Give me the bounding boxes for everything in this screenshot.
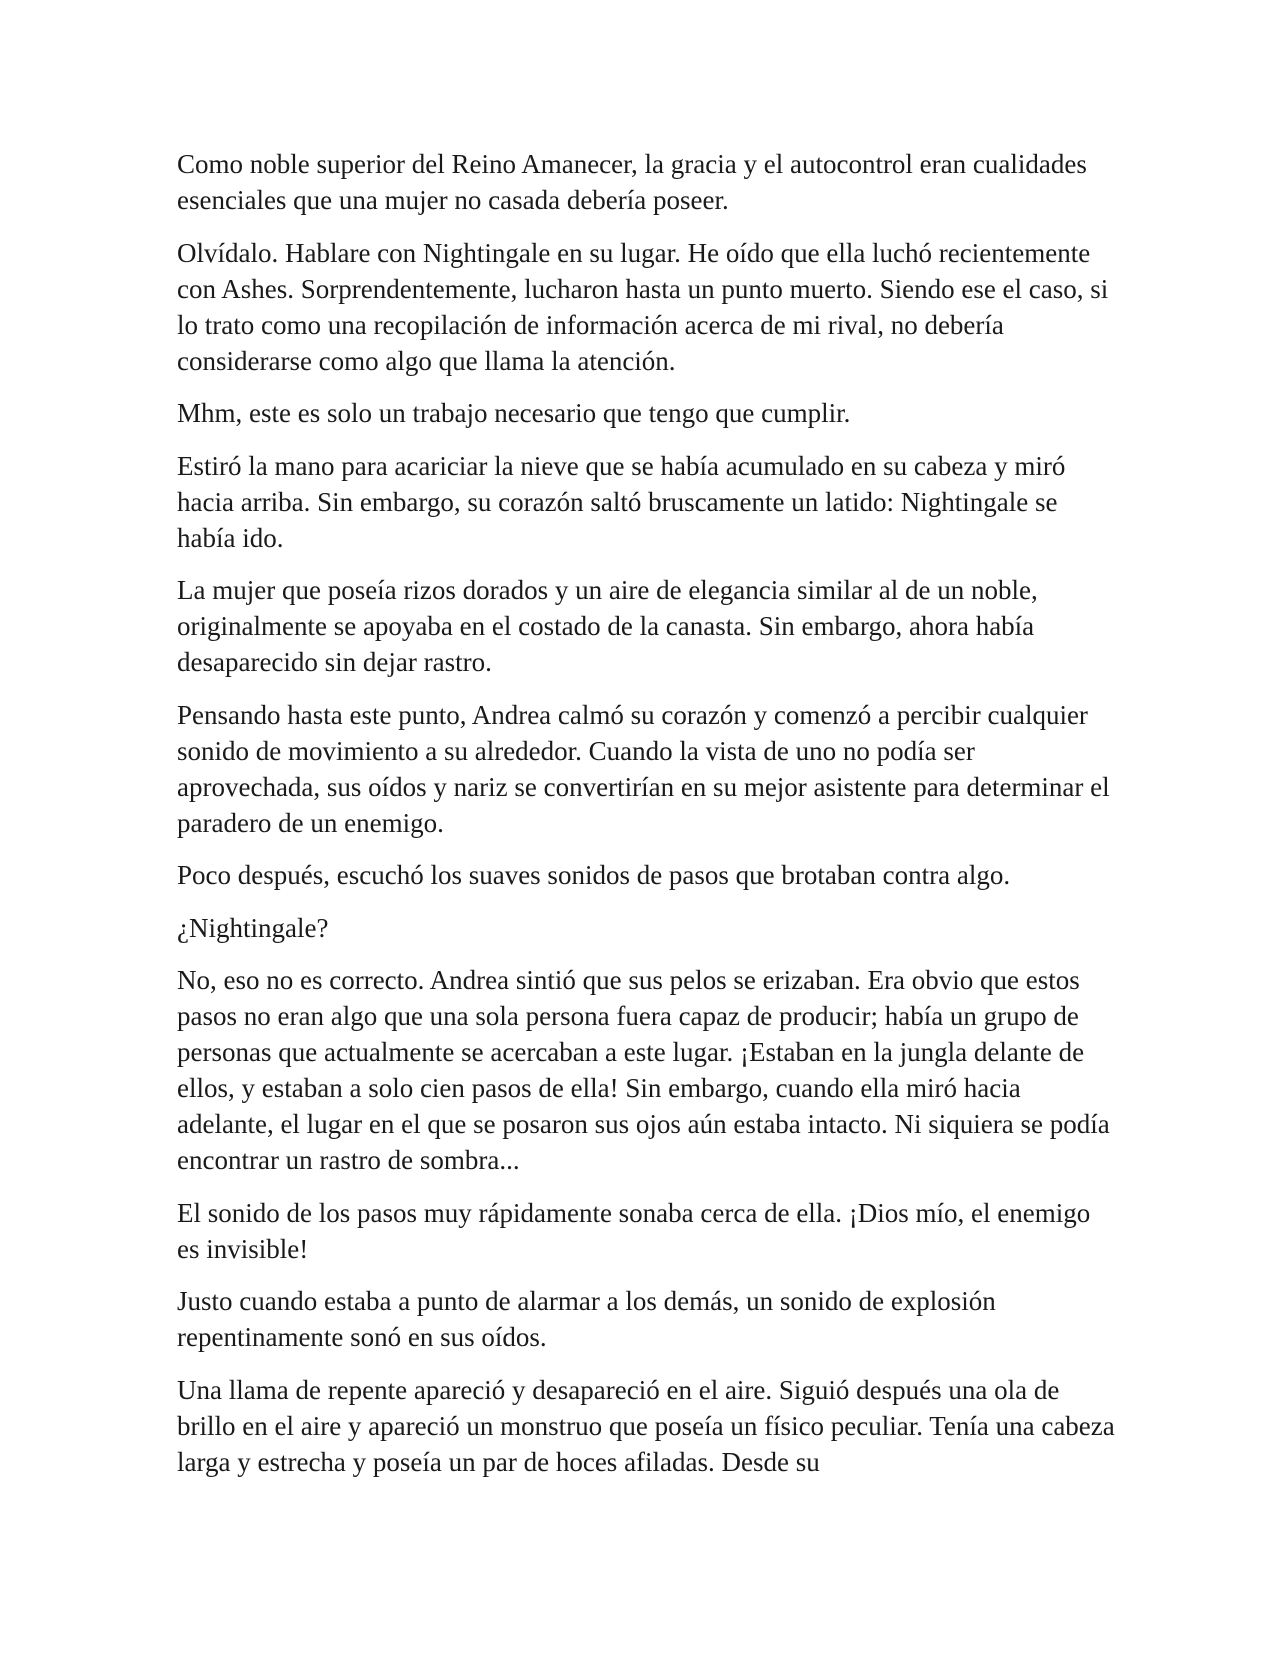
paragraph: El sonido de los pasos muy rápidamente sonaba cerca de ella. ¡Dios mío, el enemigo es invisible! [177, 1197, 1091, 1264]
paragraph: Justo cuando estaba a punto de alarmar a los demás, un sonido de explosión repentinamente sonó en sus oídos. [177, 1286, 996, 1352]
paragraph: Mhm, este es solo un trabajo necesario que tengo que cumplir. [177, 398, 851, 428]
paragraph: Olvídalo. Hablare con Nightingale en su lugar. He oído que ella luchó recientemente con Ashes. Sorprendentemente, lucharon hasta un punto muerto. Siendo ese el caso, si lo trato como una recopilación de información acerca de mi rival, no debería considerarse como algo que llama la atención. [177, 237, 1109, 376]
paragraph: Como noble superior del Reino Amanecer, la gracia y el autocontrol eran cualidades esenciales que una mujer no casada debería poseer. [177, 149, 1087, 215]
document-body [177, 146, 1117, 1496]
paragraph: Pensando hasta este punto, Andrea calmó su corazón y comenzó a percibir cualquier sonido de movimiento a su alrededor. Cuando la vista de uno no podía ser aprovechada, sus oídos y nariz se convertirían en su mejor asistente para determinar el paradero de un enemigo. [177, 699, 1110, 838]
paragraph: Poco después, escuchó los suaves sonidos de pasos que brotaban contra algo. [177, 860, 1011, 890]
paragraph: Estiró la mano para acariciar la nieve que se había acumulado en su cabeza y miró hacia arriba. Sin embargo, su corazón saltó bruscamente un latido: Nightingale se había ido. [177, 450, 1066, 553]
paragraph: Una llama de repente apareció y desapareció en el aire. Siguió después una ola de brillo en el aire y apareció un monstruo que poseía un físico peculiar. Tenía una cabeza larga y estrecha y poseía un par de hoces afiladas. Desde su [177, 1374, 1115, 1477]
paragraph: No, eso no es correcto. Andrea sintió que sus pelos se erizaban. Era obvio que estos pasos no eran algo que una sola persona fuera capaz de producir; había un grupo de personas que actualmente se acercaban a este lugar. ¡Estaban en la jungla delante de ellos, y estaban a solo cien pasos de ella! Sin embargo, cuando ella miró hacia adelante, el lugar en el que se posaron sus ojos aún estaba intacto. Ni siquiera se podía encontrar un rastro de sombra... [177, 965, 1110, 1175]
paragraph: La mujer que poseía rizos dorados y un aire de elegancia similar al de un noble, originalmente se apoyaba en el costado de la canasta. Sin embargo, ahora había desaparecido sin dejar rastro. [177, 575, 1038, 677]
paragraph: ¿Nightingale? [177, 912, 329, 943]
